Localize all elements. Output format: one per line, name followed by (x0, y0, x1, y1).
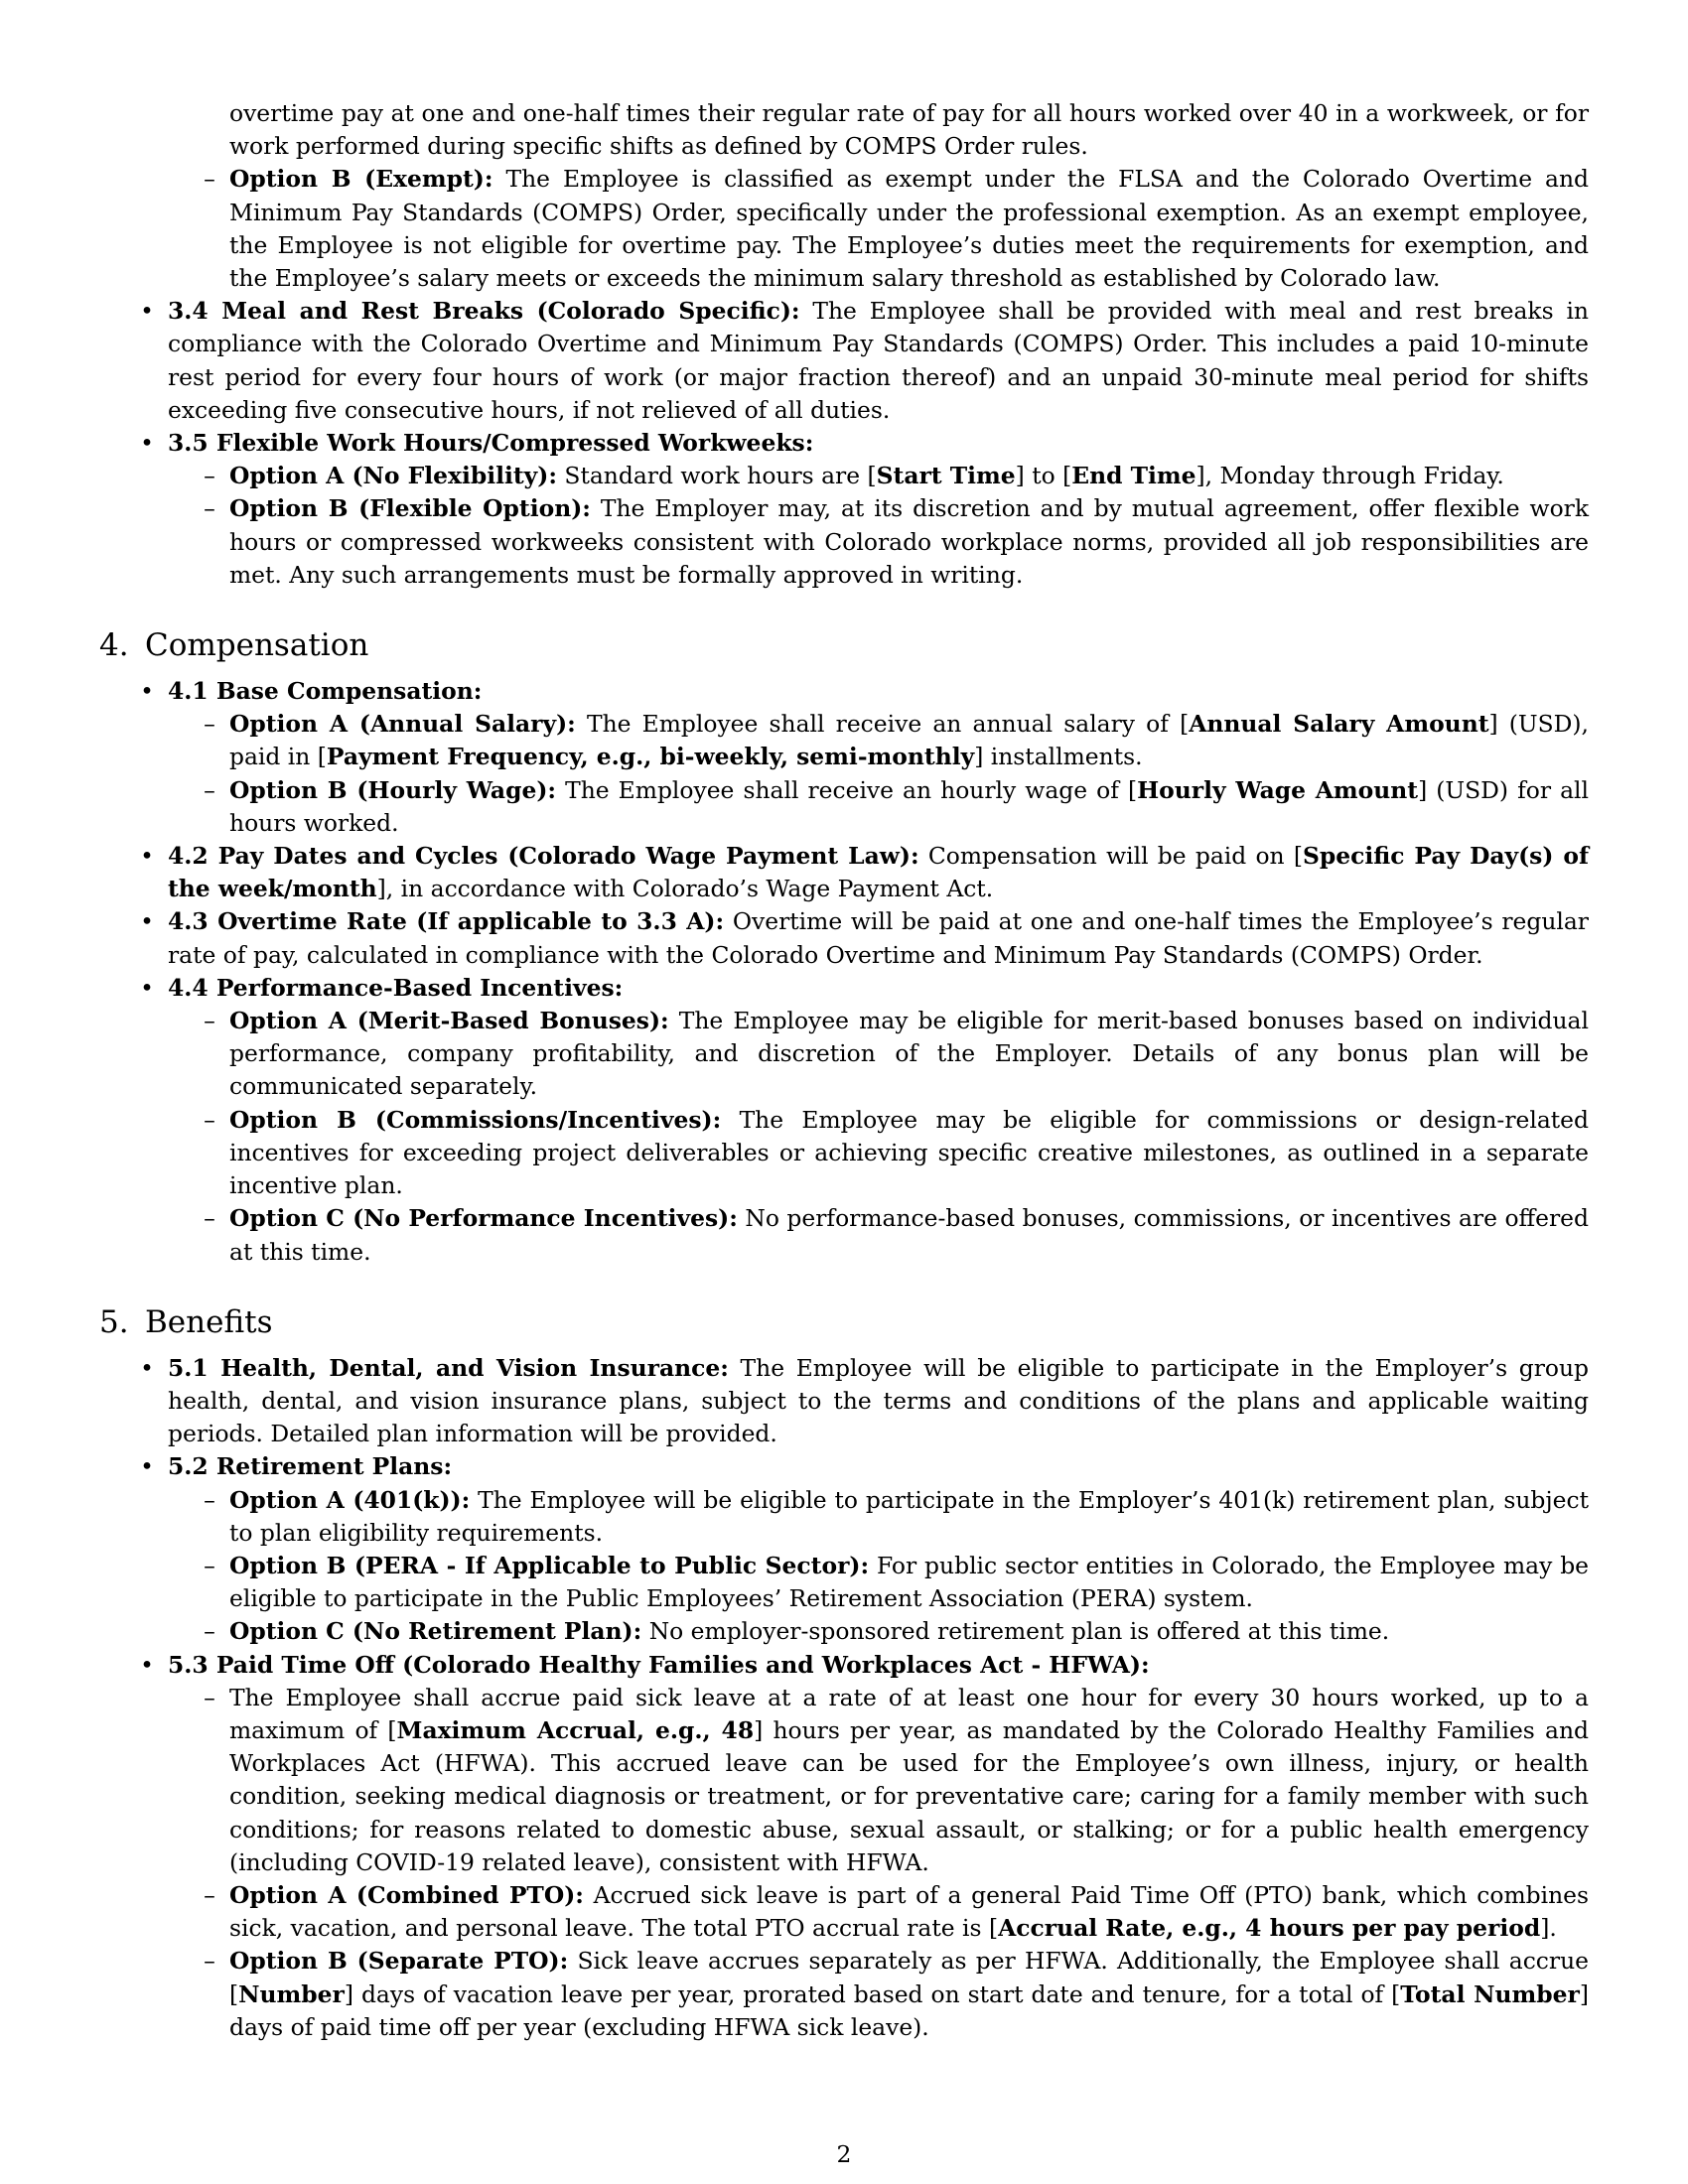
dash-marker: – (204, 1105, 215, 1134)
option-4-1-a: – Option A (Annual Salary): The Employee shall receive an annual salary of [Annual Salary Amount] (USD), paid in [Payment Frequency, e.g., bi-weekly, semi-monthly] installments. (99, 708, 1589, 773)
option-text: The Employer may, at its discretion and by mutual agreement, offer flexible work hours or compressed workweeks consistent with Colorado workplace norms, provided all job responsibilities are met. Any such arrangements must be formally approved in writing. (229, 494, 1590, 589)
clause-3-5 (99, 427, 1589, 460)
placeholder-field: Hourly Wage Amount (1137, 775, 1419, 804)
placeholder-field: Accrual Rate, e.g., 4 hours per pay period (998, 1914, 1541, 1943)
clause-label: 4.3 Overtime Rate (If applicable to 3.3 A): (168, 907, 725, 936)
option-label: Option B (Separate PTO): (229, 1947, 569, 1976)
clause-label: 4.2 Pay Dates and Cycles (Colorado Wage Payment Law): (168, 842, 919, 871)
option-5-2-c (99, 1615, 1589, 1648)
option-4-4-b (99, 1104, 1589, 1203)
bullet-marker: • (140, 842, 154, 871)
option-4-1-b: – Option B (Hourly Wage): The Employee shall receive an hourly wage of [Hourly Wage Amount] (USD) for all hours worked. (99, 774, 1589, 840)
option-text: The Employee may be eligible for commissions or design-related incentives for exceeding project deliverables or achieving specific creative milestones, as outlined in a separate incentive plan. (229, 1105, 1589, 1200)
clause-4-1 (99, 675, 1589, 708)
dash-marker: – (204, 1880, 215, 1909)
dash-marker: – (204, 462, 215, 490)
bullet-marker: • (140, 1452, 154, 1481)
dash-marker: – (204, 1204, 215, 1233)
dash-marker: – (204, 165, 215, 194)
page-number: 2 (836, 2140, 852, 2168)
placeholder-field: Total Number (1400, 1979, 1580, 2008)
dash-marker: – (204, 1947, 215, 1976)
bullet-marker: • (140, 907, 154, 936)
option-label: Option A (No Flexibility): (229, 462, 557, 490)
option-text: The Employee may be eligible for merit-based bonuses based on individual performance, company profitability, and discretion of the Employer. Details of any bonus plan will be communicated separately. (229, 1007, 1589, 1101)
option-text: The Employee is classified as exempt under the FLSA and the Colorado Overtime and Minimum Pay Standards (COMPS) Order, specifically under the professional exemption. As an exempt employee, the Employee is not eligible for overtime pay. The Employee’s duties meet the requirements for exemption, and the Employee’s salary meets or exceeds the minimum salary threshold as established by Colorado law. (229, 165, 1590, 293)
bullet-marker: • (140, 973, 154, 1002)
option-label: Option B (Flexible Option): (229, 494, 591, 523)
placeholder-field: Number (238, 1979, 345, 2008)
placeholder-field: Specific Pay Day(s) of the week/month (168, 842, 1590, 903)
option-label: Option B (Exempt): (229, 165, 493, 194)
option-label: Option C (No Performance Incentives): (229, 1204, 738, 1233)
clause-label: 5.3 Paid Time Off (Colorado Healthy Families and Workplaces Act - HFWA): (168, 1650, 1150, 1679)
option-5-2-b (99, 1550, 1589, 1615)
dash-marker: – (204, 710, 215, 739)
dash-marker: – (204, 494, 215, 523)
option-text: No employer-sponsored retirement plan is offered at this time. (648, 1617, 1390, 1646)
option-4-4-a (99, 1005, 1589, 1104)
bullet-marker: • (140, 1650, 154, 1679)
option-label: Option A (Merit-Based Bonuses): (229, 1007, 669, 1035)
clause-text: The Employee will be eligible to participate in the Employer’s group health, dental, and vision insurance plans, subject to the terms and conditions of the plans and applicable waiting periods. Detailed plan information will be provided. (168, 1353, 1590, 1448)
bullet-marker: • (140, 429, 154, 458)
option-3-5-b (99, 492, 1589, 592)
placeholder-field: Payment Frequency, e.g., bi-weekly, semi-monthly (326, 743, 975, 771)
bullet-marker: • (140, 1353, 154, 1382)
section-heading-benefits: 5. Benefits (99, 1303, 273, 1340)
option-text: No performance-based bonuses, commissions, or incentives are offered at this time. (229, 1204, 1589, 1266)
option-label: Option A (Annual Salary): (229, 710, 576, 739)
dash-marker: – (204, 1683, 215, 1711)
clause-5-3 (99, 1649, 1589, 1682)
option-label: Option B (Hourly Wage): (229, 775, 557, 804)
bullet-marker: • (140, 297, 154, 326)
clause-text: Overtime will be paid at one and one-half times the Employee’s regular rate of pay, calculated in compliance with the Colorado Overtime and Minimum Pay Standards (COMPS) Order. (168, 907, 1589, 969)
clause-5-1 (99, 1352, 1589, 1451)
option-3-3-b (99, 163, 1589, 295)
clause-label: 4.4 Performance-Based Incentives: (168, 973, 624, 1002)
option-label: Option C (No Retirement Plan): (229, 1617, 642, 1646)
clause-4-4 (99, 972, 1589, 1005)
document-page (99, 97, 1589, 2044)
clause-4-3 (99, 905, 1589, 971)
clause-label: 5.2 Retirement Plans: (168, 1452, 453, 1481)
clause-4-2: • 4.2 Pay Dates and Cycles (Colorado Wage Payment Law): Compensation will be paid on [Specific Pay Day(s) of the week/month], in accordance with Colorado’s Wage Payment Act. (99, 840, 1589, 905)
placeholder-field: Start Time (876, 462, 1016, 490)
option-text: For public sector entities in Colorado, the Employee may be eligible to participate in the Public Employees’ Retirement Association (PERA) system. (229, 1551, 1590, 1613)
placeholder-field: Annual Salary Amount (1189, 710, 1489, 739)
option-5-2-a (99, 1484, 1589, 1550)
continuation-text: overtime pay at one and one-half times their regular rate of pay for all hours worked over 40 in a workweek, or for work performed during specific shifts as defined by COMPS Order rules. (229, 99, 1589, 161)
clause-label: 5.1 Health, Dental, and Vision Insurance: (168, 1353, 729, 1382)
dash-marker: – (204, 1485, 215, 1514)
dash-marker: – (204, 1617, 215, 1646)
option-label: Option A (Combined PTO): (229, 1880, 584, 1909)
option-label: Option B (PERA - If Applicable to Public Sector): (229, 1551, 870, 1579)
dash-marker: – (204, 775, 215, 804)
option-3-5-a: – Option A (No Flexibility): Standard work hours are [Start Time] to [End Time], Monday through Friday. (99, 460, 1589, 492)
hfwa-sick-leave: – The Employee shall accrue paid sick leave at a rate of at least one hour for every 30 hours worked, up to a maximum of [Maximum Accrual, e.g., 48] hours per year, as mandated by the Colorado Healthy Families and Workplaces Act (HFWA). This accrued leave can be used for the Employee’s own illness, injury, or health condition, seeking medical diagnosis or treatment, or for preventative care; caring for a family member with such conditions; for reasons related to domestic abuse, sexual assault, or stalking; or for a public health emergency (including COVID-19 related leave), consistent with HFWA. (99, 1682, 1589, 1879)
dash-marker: – (204, 1551, 215, 1579)
placeholder-field: Maximum Accrual, e.g., 48 (396, 1715, 755, 1744)
dash-marker: – (204, 1007, 215, 1035)
option-5-3-b: – Option B (Separate PTO): Sick leave accrues separately as per HFWA. Additionally, the Employee shall accrue [Number] days of vacation leave per year, prorated based on start date and tenure, for a total of [Total Number] days of paid time off per year (excluding HFWA sick leave). (99, 1945, 1589, 2044)
clause-text: The Employee shall be provided with meal and rest breaks in compliance with the Colorado Overtime and Minimum Pay Standards (COMPS) Order. This includes a paid 10-minute rest period for every four hours of work (or major fraction thereof) and an unpaid 30-minute meal period for shifts exceeding five consecutive hours, if not relieved of all duties. (168, 297, 1589, 424)
option-5-3-a: – Option A (Combined PTO): Accrued sick leave is part of a general Paid Time Off (PTO) bank, which combines sick, vacation, and personal leave. The total PTO accrual rate is [Accrual Rate, e.g., 4 hours per pay period]. (99, 1879, 1589, 1945)
clause-label: 3.4 Meal and Rest Breaks (Colorado Specific): (168, 297, 800, 326)
section-heading-compensation: 4. Compensation (99, 627, 369, 664)
clause-3-4 (99, 295, 1589, 427)
option-label: Option B (Commissions/Incentives): (229, 1105, 722, 1134)
option-label: Option A (401(k)): (229, 1485, 471, 1514)
option-text: The Employee will be eligible to participate in the Employer’s 401(k) retirement plan, subject to plan eligibility requirements. (229, 1485, 1589, 1547)
clause-label: 3.5 Flexible Work Hours/Compressed Workweeks: (168, 429, 814, 458)
clause-5-2 (99, 1450, 1589, 1483)
bullet-marker: • (140, 677, 154, 706)
clause-label: 4.1 Base Compensation: (168, 677, 483, 706)
option-4-4-c (99, 1202, 1589, 1268)
placeholder-field: End Time (1071, 462, 1196, 490)
